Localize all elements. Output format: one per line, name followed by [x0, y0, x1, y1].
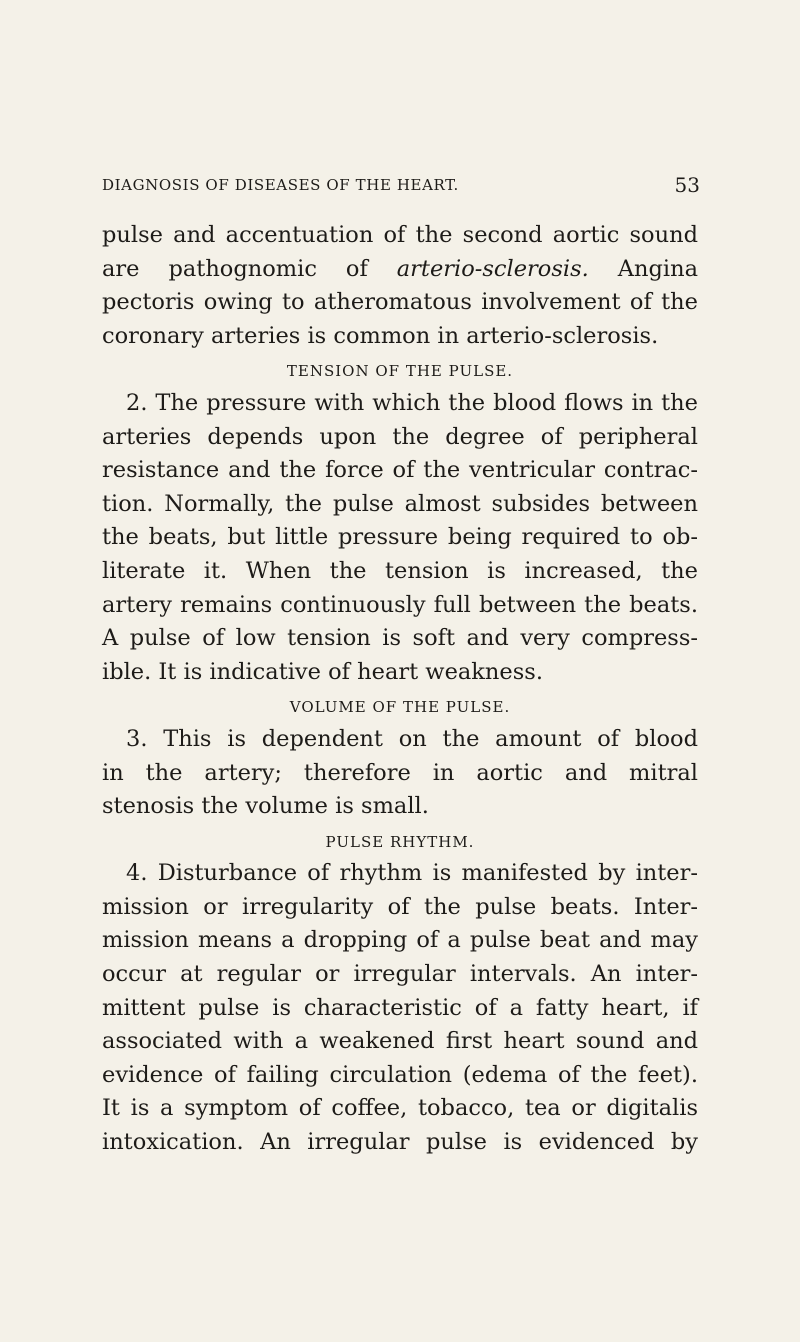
text-line: associated with a weakened first heart sound and [102, 1028, 698, 1055]
text-line [102, 253, 698, 287]
running-title: DIAGNOSIS OF DISEASES OF THE HEART. [102, 176, 459, 194]
section-heading-tension: TENSION OF THE PULSE. [286, 362, 514, 381]
italic-term: arterio-sclerosis. [396, 255, 589, 282]
text-line: pectoris owing to atheromatous involvement of the [102, 289, 698, 316]
paragraph-rhythm [102, 857, 698, 1159]
text-line: mission or irregularity of the pulse beats. Inter- [102, 893, 698, 920]
text-line: in the artery; therefore in aortic and mitral [102, 759, 698, 786]
page-number: 53 [674, 173, 700, 197]
section-heading-rhythm: PULSE RHYTHM. [325, 832, 475, 851]
text-line: intoxication. An irregular pulse is evidenced by [102, 1129, 698, 1156]
paragraph-arterio-sclerosis [102, 219, 698, 353]
text-fragment: are pathognomic of [102, 255, 397, 282]
text-line: arteries depends upon the degree of peripheral [102, 423, 698, 450]
text-line: 4. Disturbance of rhythm is manifested by inter- [126, 860, 698, 887]
text-line: 2. The pressure with which the blood flows in the [126, 389, 698, 416]
section-heading-volume: VOLUME OF THE PULSE. [289, 698, 511, 717]
text-line: stenosis the volume is small. [102, 793, 429, 820]
text-line: coronary arteries is common in arterio-sclerosis. [102, 322, 659, 349]
paragraph-tension [102, 387, 698, 689]
text-line: resistance and the force of the ventricular contrac- [102, 457, 698, 484]
text-line: artery remains continuously full between the beats. [102, 591, 698, 618]
text-line: pulse and accentuation of the second aortic sound [102, 222, 698, 248]
text-line: tion. Normally, the pulse almost subsides between [102, 490, 698, 517]
text-line: A pulse of low tension is soft and very compress- [102, 625, 698, 652]
text-line: the beats, but little pressure being required to ob- [102, 524, 698, 551]
text-line: mission means a dropping of a pulse beat and may [102, 927, 698, 954]
text-line: ible. It is indicative of heart weakness. [102, 658, 543, 685]
text-line: literate it. When the tension is increased, the [102, 557, 698, 584]
text-line: mittent pulse is characteristic of a fatty heart, if [102, 994, 698, 1021]
text-line: occur at regular or irregular intervals. An inter- [102, 961, 698, 988]
text-line: 3. This is dependent on the amount of blood [126, 725, 698, 752]
text-fragment: Angina [588, 255, 698, 282]
paragraph-volume [102, 723, 698, 824]
text-line: It is a symptom of coffee, tobacco, tea or digitalis [102, 1095, 698, 1122]
body-text [102, 219, 698, 1160]
running-head [102, 173, 700, 200]
text-line: evidence of failing circulation (edema of the feet). [102, 1061, 698, 1088]
